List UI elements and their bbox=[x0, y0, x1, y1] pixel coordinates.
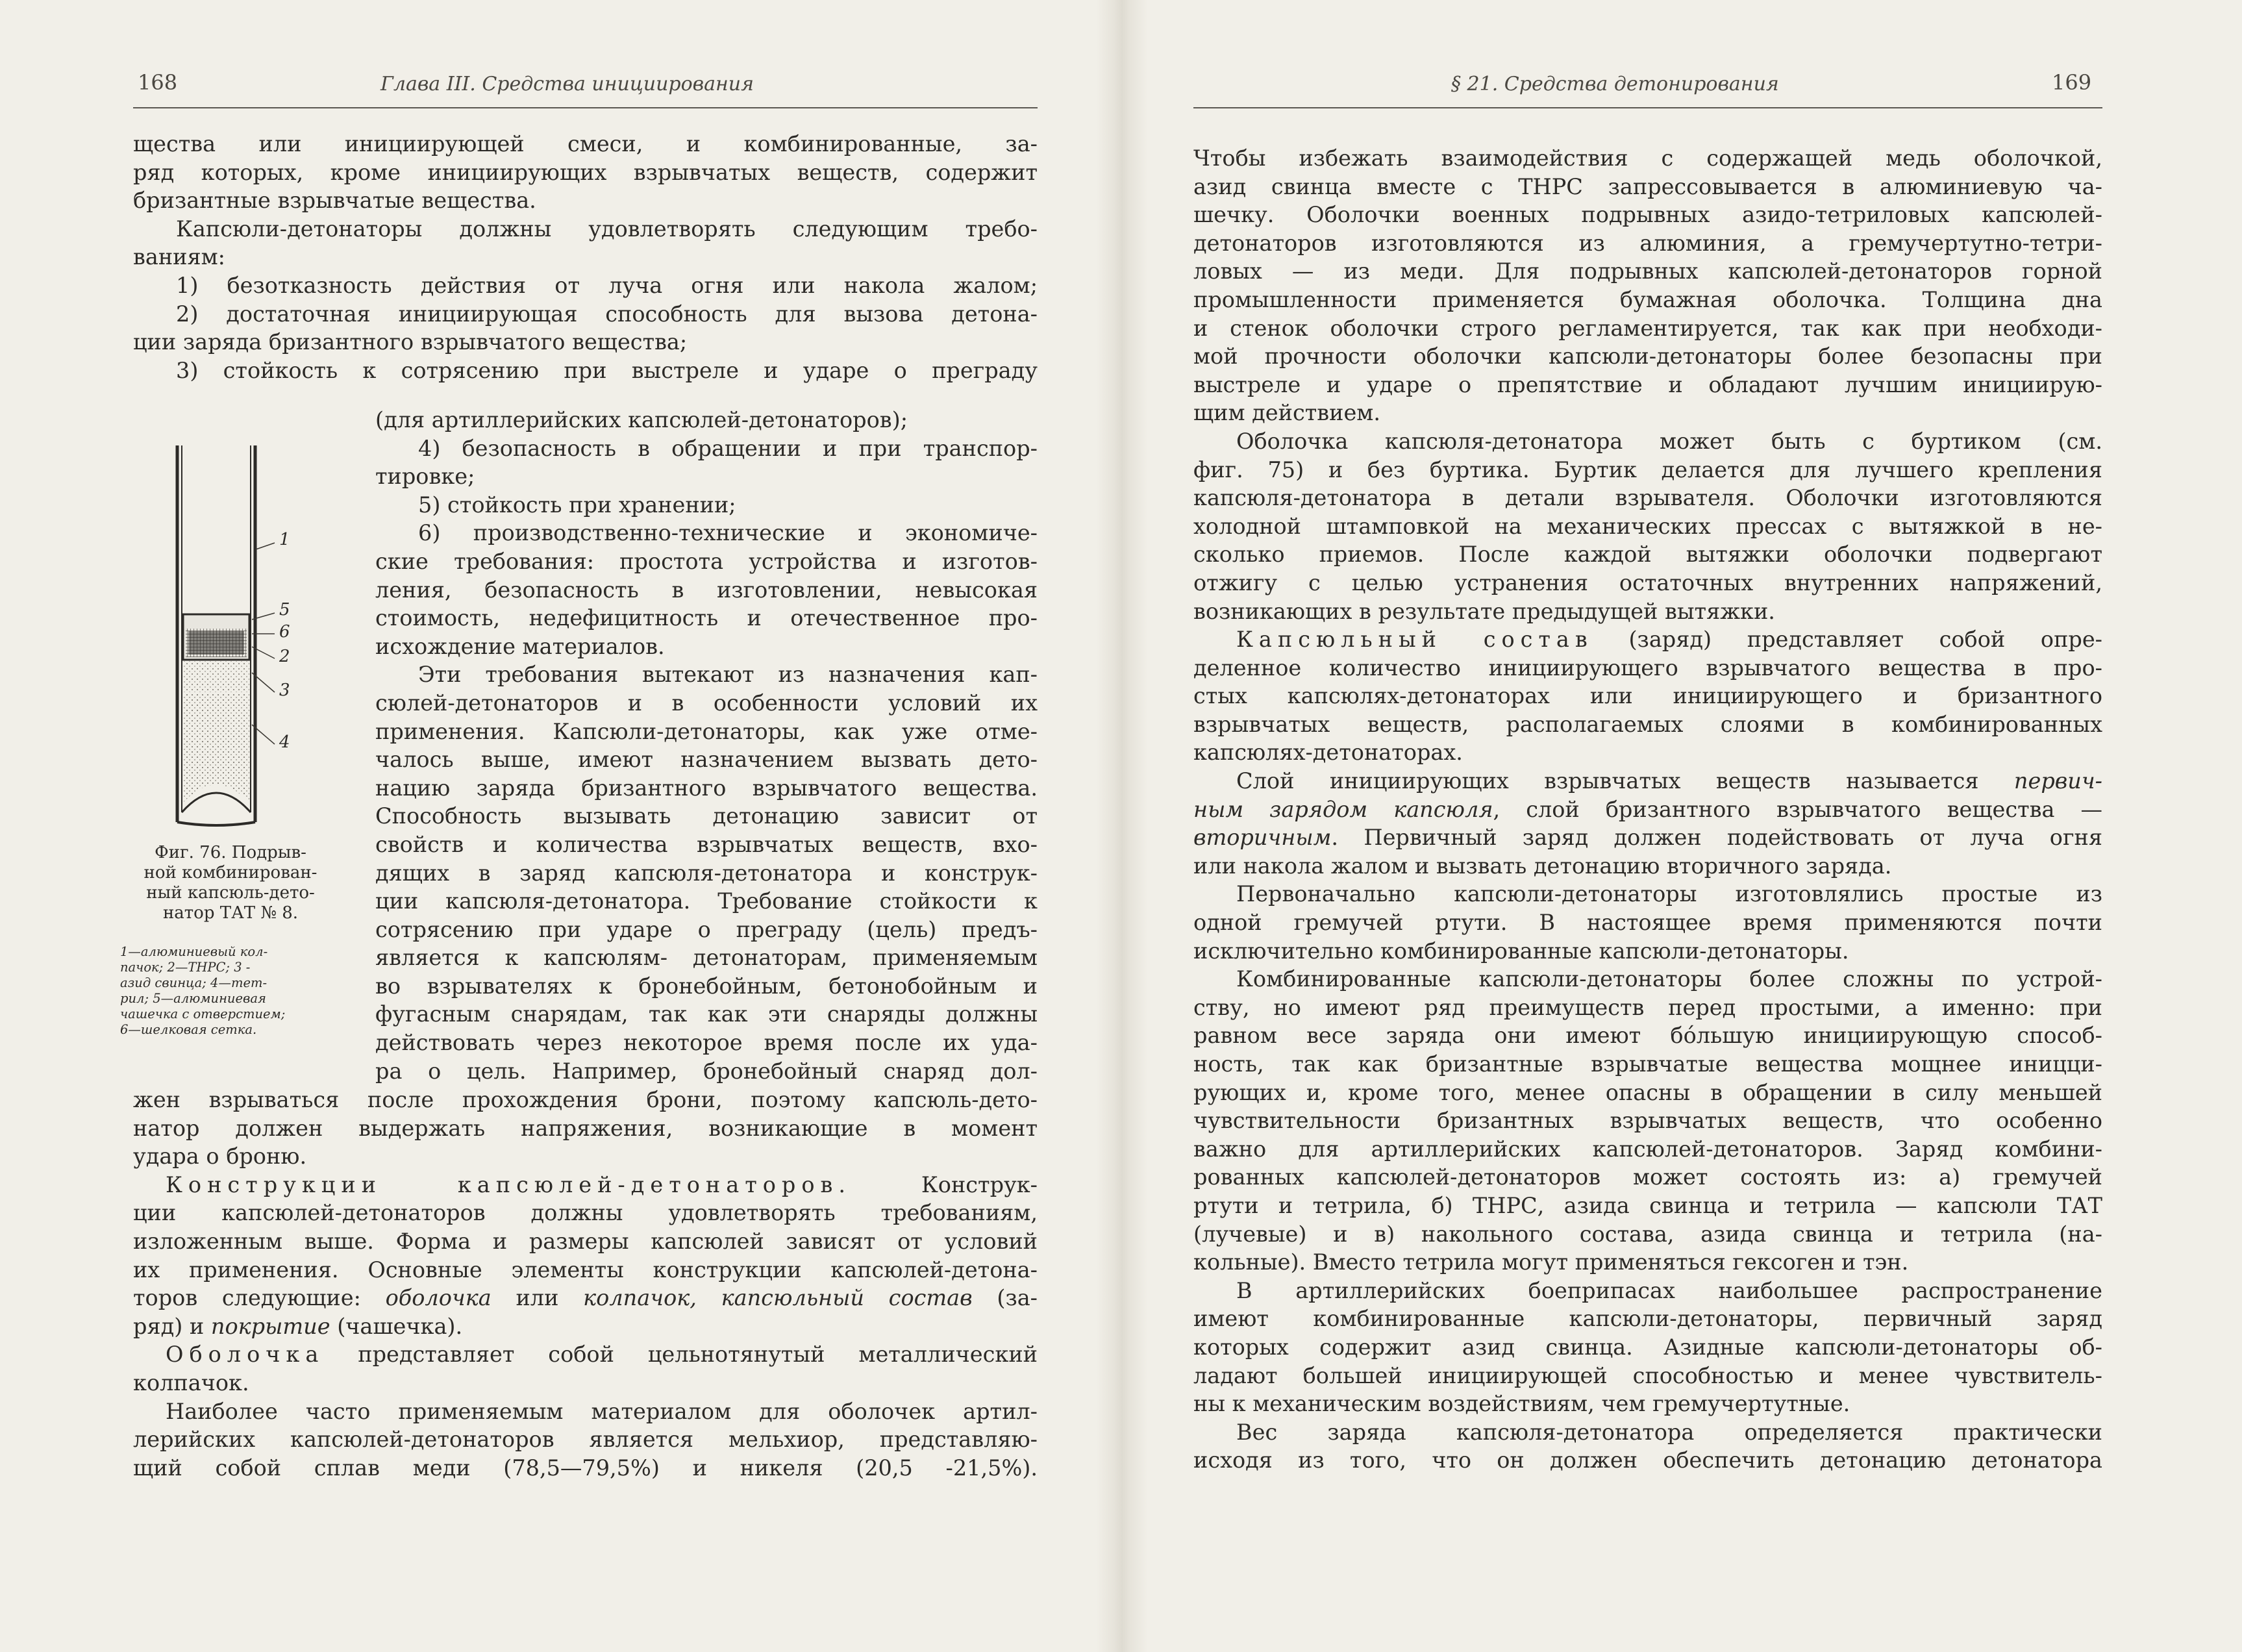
text-line: фугасным снарядам, так как эти снаряды должны bbox=[375, 1001, 1038, 1027]
text-line: Капсюльный состав (заряд) представляет собой опре- bbox=[1236, 627, 2102, 653]
text-line: бризантные взрывчатые вещества. bbox=[133, 188, 536, 214]
text-line: стых капсюлях-детонаторах или инициирующего и бризантного bbox=[1193, 683, 2102, 709]
left-text-beside-figure bbox=[375, 406, 1038, 1085]
legend-line: азид свинца; 4—тет- bbox=[120, 975, 268, 990]
text-line: исключительно комбинированные капсюли-детонаторы. bbox=[1193, 938, 1849, 964]
text-line: равном весе заряда они имеют бо́льшую инициирующую способ- bbox=[1193, 1023, 2102, 1049]
text-line: ции капсюля-детонатора. Требование стойкости к bbox=[375, 888, 1038, 914]
text-line: Слой инициирующих взрывчатых веществ называется первич- bbox=[1236, 768, 2102, 794]
text-line: во взрывателях к бронебойным, бетонобойным и bbox=[375, 973, 1038, 999]
text-line: дящих в заряд капсюля-детонатора и конструк- bbox=[375, 860, 1038, 886]
text-line: Наиболее часто применяемым материалом для оболочек артил- bbox=[166, 1398, 1038, 1424]
text-line: шечку. Оболочки военных подрывных азидо-тетриловых капсюлей- bbox=[1193, 202, 2102, 228]
right-page bbox=[1117, 0, 2242, 1652]
legend-line: пачок; 2—ТНРС; 3 - bbox=[120, 960, 251, 975]
text-line: ртути и тетрила, б) ТНРС, азида свинца и тетрила — капсюли ТАТ bbox=[1193, 1192, 2102, 1218]
text-line: отжигу с целью устранения остаточных внутренних напряжений, bbox=[1193, 569, 2102, 595]
legend-line: чашечка с отверстием; bbox=[120, 1007, 286, 1021]
text-line: действовать через некоторое время после их уда- bbox=[375, 1030, 1038, 1056]
figure-label: 2 bbox=[279, 647, 290, 666]
text-line: 6) производственно-технические и экономиче- bbox=[418, 520, 1038, 546]
thrs-charge bbox=[188, 631, 244, 655]
legend-line: 6—шелковая сетка. bbox=[120, 1022, 257, 1037]
text-line: исходя из того, что он должен обеспечить детонацию детонатора bbox=[1193, 1447, 2102, 1473]
text-line: 2) достаточная инициирующая способность для вызова детона- bbox=[176, 301, 1038, 327]
text-line: вторичным. Первичный заряд должен подействовать от луча огня bbox=[1193, 825, 2102, 851]
text-line: сюлей-детонаторов и в особенности условий их bbox=[375, 690, 1038, 716]
text-line: рующих и, кроме того, менее опасны в обращении в силу меньшей bbox=[1193, 1079, 2102, 1105]
text-line: Эти требования вытекают из назначения кап- bbox=[418, 662, 1038, 688]
text-line: Вес заряда капсюля-детонатора определяется практически bbox=[1236, 1419, 2102, 1445]
figure-label: 3 bbox=[279, 681, 290, 700]
text-line: натор должен выдержать напряжения, возникающие в момент bbox=[133, 1115, 1038, 1141]
text-line: свойств и количества взрывчатых веществ, вхо- bbox=[375, 831, 1038, 857]
running-head-left: Глава III. Средства инициирования bbox=[380, 73, 754, 95]
text-line: Конструкции капсюлей-детонаторов. Конструк- bbox=[166, 1171, 1038, 1197]
text-line: кольные). Вместо тетрила могут применяться гексоген и тэн. bbox=[1193, 1249, 1909, 1275]
caption-line: ный капсюль-дето- bbox=[146, 883, 315, 903]
text-line: Чтобы избежать взаимодействия с содержащей медь оболочкой, bbox=[1193, 145, 2102, 171]
text-line: нацию заряда бризантного взрывчатого вещества. bbox=[375, 775, 1038, 801]
text-line: или накола жалом и вызвать детонацию вторичного заряда. bbox=[1193, 853, 1892, 879]
text-line: чувствительности бризантных взрывчатых веществ, что особенно bbox=[1193, 1108, 2102, 1134]
caption-line: Фиг. 76. Подрыв- bbox=[155, 843, 306, 862]
tetryl-charge bbox=[183, 694, 249, 803]
text-line: 3) стойкость к сотрясению при выстреле и ударе о преграду bbox=[176, 357, 1038, 383]
figure-label: 1 bbox=[279, 530, 290, 549]
lead-azide-charge bbox=[183, 661, 249, 692]
text-line: ские требования: простота устройства и изготов- bbox=[375, 548, 1038, 574]
text-line: фиг. 75) и без буртика. Буртик делается для лучшего крепления bbox=[1193, 457, 2102, 482]
figure-label: 4 bbox=[279, 732, 290, 752]
page-number-left: 168 bbox=[138, 70, 178, 95]
text-line: сколько приемов. После каждой вытяжки оболочки подвергают bbox=[1193, 542, 2102, 568]
text-line: торов следующие: оболочка или колпачок, капсюльный состав (за- bbox=[133, 1285, 1038, 1311]
text-line: взрывчатых веществ, располагаемых слоями в комбинированных bbox=[1193, 711, 2102, 737]
text-line: азид свинца вместе с ТНРС запрессовывается в алюминиевую ча- bbox=[1193, 173, 2102, 199]
text-line: Капсюли-детонаторы должны удовлетворять следующим требо- bbox=[176, 216, 1038, 242]
text-line: ловых — из меди. Для подрывных капсюлей-детонаторов горной bbox=[1193, 258, 2102, 284]
text-line: возникающих в результате предыдущей вытяжки. bbox=[1193, 598, 1775, 624]
text-line: Способность вызывать детонацию зависит от bbox=[375, 803, 1038, 829]
text-line: щим действием. bbox=[1193, 400, 1380, 426]
text-line: колпачок. bbox=[133, 1370, 249, 1395]
text-line: лерийских капсюлей-детонаторов является мельхиор, представляю- bbox=[133, 1427, 1038, 1453]
text-line: ность, так как бризантные взрывчатые вещества мощнее иницци- bbox=[1193, 1051, 2102, 1077]
shell-heading: Оболочка bbox=[166, 1342, 325, 1368]
text-line: важно для артиллерийских капсюлей-детонаторов. Заряд комбини- bbox=[1193, 1136, 2102, 1162]
text-line: холодной штамповкой на механических прессах с вытяжкой в не- bbox=[1193, 513, 2102, 539]
text-line: (для артиллерийских капсюлей-детонаторов); bbox=[375, 407, 908, 432]
text-line: ваниям: bbox=[133, 244, 225, 270]
text-line: Оболочка представляет собой цельнотянутый металлический bbox=[166, 1342, 1038, 1368]
text-line: сотрясению при ударе о преграду (цель) предъ- bbox=[375, 916, 1038, 942]
legend-line: рил; 5—алюминиевая bbox=[120, 991, 266, 1006]
text-line: В артиллерийских боеприпасах наибольшее распространение bbox=[1236, 1277, 2102, 1303]
text-line: (лучевые) и в) накольного состава, азида свинца и тетрила (на- bbox=[1193, 1221, 2102, 1247]
running-head-right: § 21. Средства детонирования bbox=[1451, 73, 1779, 95]
text-line: одной гремучей ртути. В настоящее время применяются почти bbox=[1193, 910, 2102, 936]
text-line: ству, но имеют ряд преимуществ перед простыми, а именно: при bbox=[1193, 994, 2102, 1020]
text-line: мой прочности оболочки капсюли-детонаторы более безопасны при bbox=[1193, 344, 2102, 369]
text-line: ладают большей инициирующей способностью и менее чувствитель- bbox=[1193, 1362, 2102, 1388]
text-line: жен взрываться после прохождения брони, поэтому капсюль-дето- bbox=[133, 1087, 1038, 1112]
figure-label: 6 bbox=[279, 622, 290, 642]
figure-legend bbox=[120, 944, 341, 1038]
text-line: капсюля-детонатора в детали взрывателя. Оболочки изготовляются bbox=[1193, 485, 2102, 511]
text-line: исхождение материалов. bbox=[375, 633, 665, 659]
text-line: щества или инициирующей смеси, и комбинированные, за- bbox=[133, 131, 1038, 156]
text-line: ления, безопасность в изготовлении, невысокая bbox=[375, 577, 1038, 603]
construction-heading: Конструкции капсюлей-детонаторов. bbox=[166, 1171, 852, 1197]
text-line: щий собой сплав меди (78,5—79,5%) и никеля (20,5 -21,5%). bbox=[133, 1455, 1038, 1481]
text-line: стоимость, недефицитность и отечественное про- bbox=[375, 605, 1038, 631]
left-page bbox=[0, 0, 1117, 1652]
text-line: ра о цель. Например, бронебойный снаряд дол- bbox=[375, 1058, 1038, 1084]
text-line: рованных капсюлей-детонаторов может состоять из: а) гремучей bbox=[1193, 1164, 2102, 1190]
left-text-bottom bbox=[133, 1086, 1038, 1482]
legend-line: 1—алюминиевый кол- bbox=[120, 944, 268, 959]
text-line: капсюлях-детонаторах. bbox=[1193, 740, 1463, 766]
text-line: Оболочка капсюля-детонатора может быть с буртиком (см. bbox=[1236, 428, 2102, 454]
text-line: ции капсюлей-детонаторов должны удовлетворять требованиям, bbox=[133, 1200, 1038, 1226]
text-line: имеют комбинированные капсюли-детонаторы, первичный заряд bbox=[1193, 1306, 2102, 1332]
text-line: удара о броню. bbox=[133, 1144, 307, 1170]
text-line: деленное количество инициирующего взрывчатого вещества в про- bbox=[1193, 655, 2102, 681]
text-line: Первоначально капсюли-детонаторы изготовлялись простые из bbox=[1236, 881, 2102, 907]
detonator-cross-section-figure bbox=[155, 439, 278, 835]
text-line: промышленности применяется бумажная оболочка. Толщина дна bbox=[1193, 286, 2102, 312]
header-rule-left bbox=[133, 107, 1038, 108]
text-line: их применения. Основные элементы конструкции капсюлей-детона- bbox=[133, 1257, 1038, 1283]
caption-line: ной комбинирован- bbox=[143, 863, 318, 882]
right-text bbox=[1193, 144, 2102, 1475]
text-line: детонаторов изготовляются из алюминия, а гремучертутно-тетри- bbox=[1193, 230, 2102, 256]
page-number-right: 169 bbox=[2052, 70, 2092, 95]
figure-label: 5 bbox=[279, 600, 290, 620]
text-line: 1) безотказность действия от луча огня или накола жалом; bbox=[176, 272, 1038, 298]
text-line: тировке; bbox=[375, 464, 475, 490]
text-line: 5) стойкость при хранении; bbox=[418, 492, 736, 518]
text-line: ны к механическим воздействиям, чем гремучертутные. bbox=[1193, 1391, 1850, 1417]
text-line: и стенок оболочки строго регламентируется, так как при необходи- bbox=[1193, 315, 2102, 341]
header-rule-right bbox=[1193, 107, 2102, 108]
text-line: чалось выше, имеют назначением вызвать дето- bbox=[375, 747, 1038, 773]
text-line: применения. Капсюли-детонаторы, как уже отме- bbox=[375, 718, 1038, 744]
text-line: изложенным выше. Форма и размеры капсюлей зависят от условий bbox=[133, 1228, 1038, 1254]
left-text-top bbox=[133, 130, 1038, 384]
leader-line bbox=[256, 543, 275, 549]
text-line: Комбинированные капсюли-детонаторы более сложны по устрой- bbox=[1236, 966, 2102, 992]
text-line: выстреле и ударе о препятствие и обладают лучшим инициирую- bbox=[1193, 371, 2102, 397]
text-line: ряд) и покрытие (чашечка). bbox=[133, 1313, 463, 1339]
charge-heading: Капсюльный состав bbox=[1236, 627, 1593, 653]
caption-line: натор ТАТ № 8. bbox=[162, 903, 299, 923]
text-line: 4) безопасность в обращении и при транспор- bbox=[418, 435, 1038, 461]
text-line: ным зарядом капсюля, слой бризантного взрывчатого вещества — bbox=[1193, 796, 2102, 822]
figure-caption bbox=[120, 843, 341, 923]
text-line: ции заряда бризантного взрывчатого вещества; bbox=[133, 329, 688, 355]
text-line: ряд которых, кроме инициирующих взрывчатых веществ, содержит bbox=[133, 159, 1038, 185]
text-line: которых содержит азид свинца. Азидные капсюли-детонаторы об- bbox=[1193, 1334, 2102, 1360]
text-line: является к капсюлям- детонаторам, применяемым bbox=[375, 945, 1038, 971]
figure-labels bbox=[278, 439, 317, 835]
